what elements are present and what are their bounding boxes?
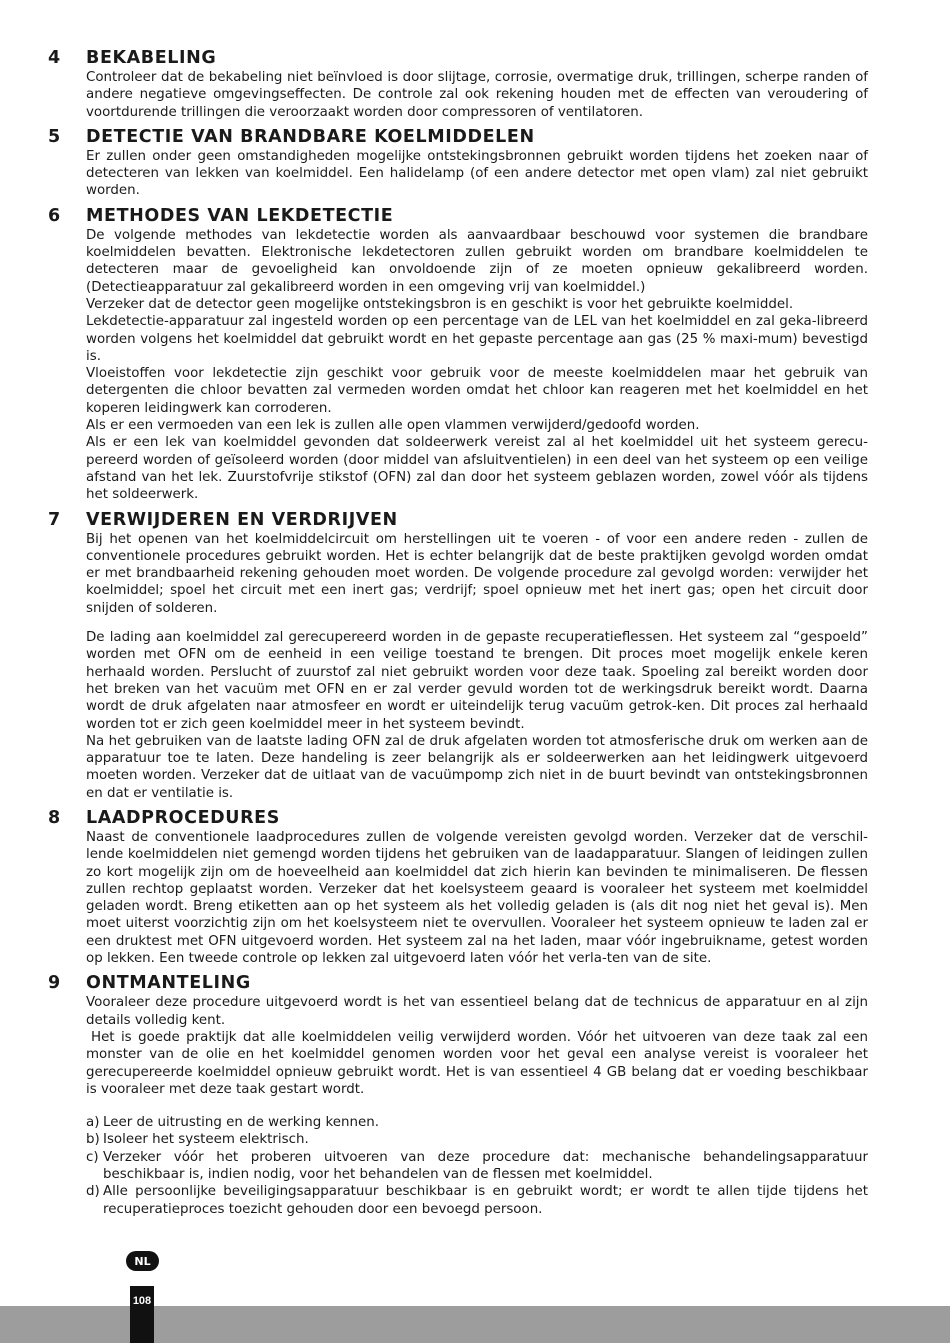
list-item [86, 1114, 868, 1131]
list-text: Isoleer het systeem elektrisch. [103, 1132, 309, 1148]
paragraph: Lekdetectie-apparatuur zal ingesteld worden op een percentage van de LEL van het koelmiddel en zal geka-libreerd worden volgens het koelmiddel dat gebruikt wordt en het gepaste percentage aan gas (25 % maxi-mum) bevestigd is. [86, 314, 868, 364]
section-title: VERWIJDEREN EN VERDRIJVEN [86, 509, 398, 530]
section-number: 9 [48, 973, 61, 994]
section-heading [48, 127, 868, 147]
section-5 [48, 127, 868, 200]
list-marker: a) [86, 1115, 100, 1131]
paragraph: Bij het openen van het koelmiddelcircuit om herstellingen uit te voeren - of voor een andere reden - zullen de conventionele procedures gebruikt worden. Het is echter belangrijk dat de beste praktijken gevolgd worden omdat er met brandbaarheid rekening gehouden moet worden. De volgende procedure zal gevolgd worden: verwijder het koelmiddel; spoel het circuit met een inert gas; verdrijf; spoel opnieuw met het inert gas; open het circuit door snijden of solderen. [86, 531, 868, 616]
list-item [86, 1131, 868, 1148]
document-body [48, 48, 868, 1224]
paragraph: Controleer dat de bekabeling niet beïnvloed is door slijtage, corrosie, overmatige druk, trillingen, scherpe randen of andere negatieve omgevingseffecten. De controle zal ook rekening houden met de effecten van veroudering of voortdurende trillingen die veroorzaakt worden door compressoren of ventilatoren. [86, 70, 868, 120]
section-9 [48, 973, 868, 1218]
section-title: METHODES VAN LEKDETECTIE [86, 205, 394, 226]
section-4 [48, 48, 868, 121]
paragraph: De lading aan koelmiddel zal gerecupereerd worden in de gepaste recuperatieflessen. Het systeem zal “gespoeld” worden met OFN om de eenheid in een veilige toestand te brengen. Dit proces moet mogelijk enkele keren herhaald worden. Perslucht of zuurstof zal niet gebruikt worden voor deze taak. Spoeling zal bereikt worden door het breken van het vacuüm met OFN en er zal verder gevuld worden tot de werkingsdruk bereikt wordt. Daarna wordt de druk afgelaten naar atmosfeer en wordt er uiteindelijk terug vacuüm getrok-ken. Dit proces zal herhaald worden tot er zich geen koelmiddel meer in het systeem bevindt. [86, 630, 868, 732]
section-heading [48, 973, 868, 993]
list-marker: d) [86, 1184, 100, 1200]
section-title: LAADPROCEDURES [86, 807, 280, 828]
paragraph: De volgende methodes van lekdetectie worden als aanvaardbaar beschouwd voor systemen die brandbare koelmiddelen bevatten. Elektronische lekdetectoren zullen gebruikt worden om brandbare koelmiddelen te detecteren maar de gevoeligheid kan onvoldoende zijn of ze moeten opnieuw gekalibreerd worden. (Detectieapparatuur zal gekalibreerd worden in een omgeving vrij van koelmiddel.) [86, 227, 868, 295]
list-item [86, 1149, 868, 1184]
page-number: 108 [132, 1295, 152, 1307]
paragraph: Als er een lek van koelmiddel gevonden dat soldeerwerk vereist zal al het koelmiddel uit het systeem gerecu-pereerd worden of geïsoleerd worden (door middel van afsluitventielen) in een deel van het systeem op een veilige afstand van het lek. Zuurstofvrije stikstof (OFN) zal dan door het systeem geblazen worden, zowel vóór als tijdens het soldeerwerk. [86, 435, 868, 503]
section-title: DETECTIE VAN BRANDBARE KOELMIDDELEN [86, 126, 535, 147]
section-title: BEKABELING [86, 48, 217, 68]
paragraph: Het is goede praktijk dat alle koelmiddelen veilig verwijderd worden. Vóór het uitvoeren van deze taak zal een monster van de olie en het koelmiddel genomen worden voor het geval een analyse vereist is vooraleer het gerecupereerde koelmiddel opnieuw gebruikt wordt. Het is van essentieel 4 GB belang dat er voeding beschikbaar is vooraleer met deze taak gestart wordt. [86, 1029, 868, 1097]
list-text: Verzeker vóór het proberen uitvoeren van deze procedure dat: mechanische behandelingsapparatuur beschikbaar is, indien nodig, voor het behandelen van de flessen met koelmiddel. [103, 1149, 868, 1183]
section-8 [48, 808, 868, 967]
section-number: 7 [48, 509, 61, 530]
paragraph: Vloeistoffen voor lekdetectie zijn geschikt voor gebruik voor de meeste koelmiddelen maar het gebruik van detergenten die chloor bevatten zal vermeden worden omdat het chloor kan reageren met het koelmiddel en het koperen leidingwerk kan corroderen. [86, 366, 868, 416]
section-heading [48, 510, 868, 530]
procedure-list [86, 1114, 868, 1218]
list-item [86, 1183, 868, 1218]
section-number: 4 [48, 48, 61, 68]
section-7 [48, 510, 868, 802]
paragraph: Er zullen onder geen omstandigheden mogelijke ontstekingsbronnen gebruikt worden tijdens het zoeken naar of detecteren van lekken van koelmiddel. Een halidelamp (of een andere detector met open vlam) zal niet gebruikt worden. [86, 148, 868, 199]
section-number: 8 [48, 807, 61, 828]
list-marker: c) [86, 1149, 99, 1165]
paragraph: Naast de conventionele laadprocedures zullen de volgende vereisten gevolgd worden. Verzeker dat de verschil-lende koelmiddelen niet gemengd worden tijdens het gebruiken van de laadapparatuur. Slangen of leidingen zullen zo kort mogelijk zijn om de hoeveelheid aan koelmiddel dat zich hierin kan bevinden te minimaliseren. De flessen zullen rechtop geplaatst worden. Verzeker dat het koelsysteem geaard is vooraleer het systeem met koelmiddel geladen wordt. Breng etiketten aan op het systeem als het volledig geladen is (als dit nog niet het geval is). Men moet uiterst voorzichtig zijn om het koelsysteem niet te overvullen. Vooraleer het systeem opnieuw te laden zal er een druktest met OFN uitgevoerd worden. Het systeem zal na het laden, maar vóór ingebruikname, getest worden op lekken. Een tweede controle op lekken zal uitgevoerd laten vóór het verla-ten van de site. [86, 829, 868, 967]
list-text: Alle persoonlijke beveiligingsapparatuur beschikbaar is en gebruikt wordt; er wordt te allen tijde tijdens het recuperatieproces toezicht gehouden door een bevoegd persoon. [103, 1184, 868, 1217]
list-marker: b) [86, 1132, 100, 1148]
section-number: 6 [48, 205, 61, 226]
section-title: ONTMANTELING [86, 973, 251, 994]
paragraph: Als er een vermoeden van een lek is zullen alle open vlammen verwijderd/gedoofd worden. [86, 418, 700, 434]
language-badge: NL [126, 1251, 159, 1271]
section-heading [48, 206, 868, 226]
paragraph: Verzeker dat de detector geen mogelijke ontstekingsbron is en geschikt is voor het gebruikte koelmiddel. [86, 296, 794, 312]
section-heading [48, 48, 868, 68]
section-6 [48, 206, 868, 504]
section-heading [48, 808, 868, 828]
paragraph: Vooraleer deze procedure uitgevoerd wordt is het van essentieel belang dat de technicus de apparatuur en al zijn details volledig kent. [86, 995, 868, 1028]
section-number: 5 [48, 126, 61, 147]
paragraph: Na het gebruiken van de laatste lading OFN zal de druk afgelaten worden tot atmosferische druk om werken aan de apparatuur toe te laten. Deze handeling is zeer belangrijk als er soldeerwerken aan het leidingwerk uitgevoerd moeten worden. Verzeker dat de uitlaat van de vacuümpomp zich niet in de buurt bevindt van ontstekingsbronnen en dat er ventilatie is. [86, 733, 868, 801]
list-text: Leer de uitrusting en de werking kennen. [103, 1115, 379, 1131]
